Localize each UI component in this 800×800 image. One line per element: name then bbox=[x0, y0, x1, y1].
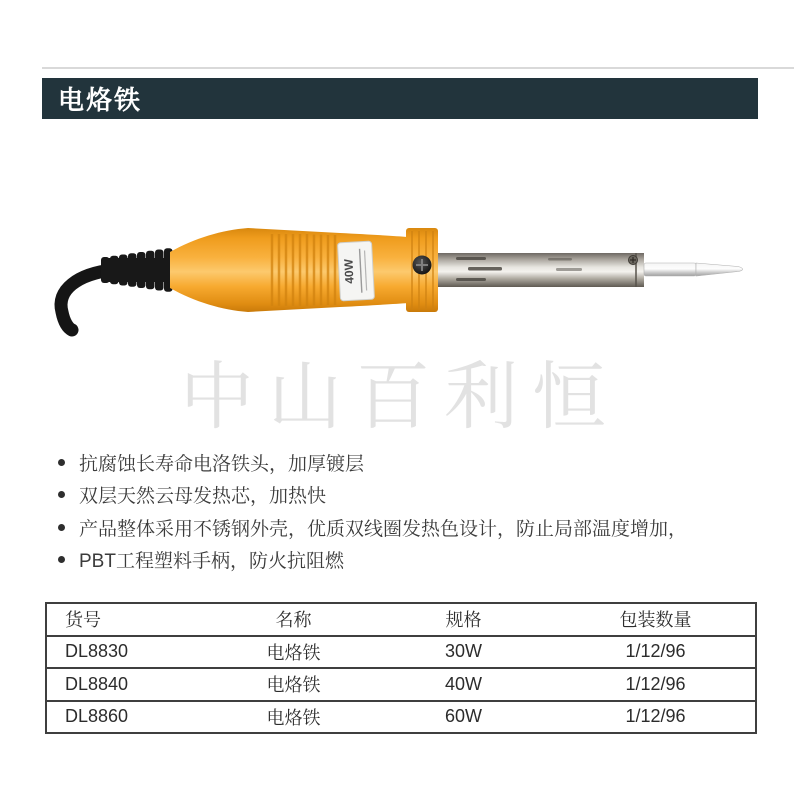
cell-item-no: DL8860 bbox=[46, 701, 216, 734]
cell-spec: 30W bbox=[371, 636, 556, 669]
feature-text: PBT工程塑料手柄，防火抗阻燃 bbox=[79, 551, 344, 573]
column-header-name: 名称 bbox=[275, 610, 312, 631]
column-header-item-no: 货号 bbox=[65, 610, 101, 631]
bullet-icon bbox=[58, 491, 65, 498]
cell-name: 电烙铁 bbox=[216, 701, 371, 734]
wattage-label bbox=[338, 241, 375, 301]
cell-packing: 1/12/96 bbox=[556, 668, 756, 701]
feature-text: 抗腐蚀长寿命电洛铁头，加厚镀层 bbox=[79, 453, 365, 475]
heating-barrel bbox=[438, 253, 644, 287]
cell-item-no: DL8830 bbox=[46, 636, 216, 669]
cell-spec: 40W bbox=[371, 668, 556, 701]
feature-item bbox=[58, 479, 758, 512]
wattage-label-text: 40W bbox=[341, 258, 357, 285]
feature-text: 双层天然云母发热芯，加热快 bbox=[79, 486, 327, 508]
header-top-rule bbox=[42, 67, 794, 69]
page-title: 电烙铁 bbox=[58, 85, 143, 115]
table-row bbox=[46, 636, 756, 669]
bullet-icon bbox=[58, 524, 65, 531]
table-row bbox=[46, 701, 756, 734]
feature-item bbox=[58, 511, 758, 544]
bullet-icon bbox=[58, 459, 65, 466]
table-row bbox=[46, 668, 756, 701]
product-spec-table bbox=[45, 602, 757, 734]
cell-item-no: DL8840 bbox=[46, 668, 216, 701]
section-header bbox=[42, 78, 758, 119]
soldering-tip bbox=[644, 263, 743, 276]
cell-name: 电烙铁 bbox=[216, 668, 371, 701]
column-header-spec: 规格 bbox=[445, 610, 482, 631]
table-header-row bbox=[46, 603, 756, 636]
cell-spec: 60W bbox=[371, 701, 556, 734]
cell-packing: 1/12/96 bbox=[556, 636, 756, 669]
feature-list bbox=[58, 446, 758, 576]
watermark: 中山百利恒 bbox=[180, 355, 620, 438]
cell-name: 电烙铁 bbox=[216, 636, 371, 669]
feature-item bbox=[58, 446, 758, 479]
barrel-end-screw-icon bbox=[629, 256, 638, 265]
cell-packing: 1/12/96 bbox=[556, 701, 756, 734]
column-header-packing: 包装数量 bbox=[619, 610, 692, 631]
cable-strain-relief-icon bbox=[101, 248, 174, 292]
feature-item bbox=[58, 544, 758, 577]
feature-text: 产品整体采用不锈钢外壳，优质双线圈发热色设计，防止局部温度增加， bbox=[79, 518, 688, 540]
bullet-icon bbox=[58, 556, 65, 563]
screw-icon bbox=[413, 256, 432, 275]
